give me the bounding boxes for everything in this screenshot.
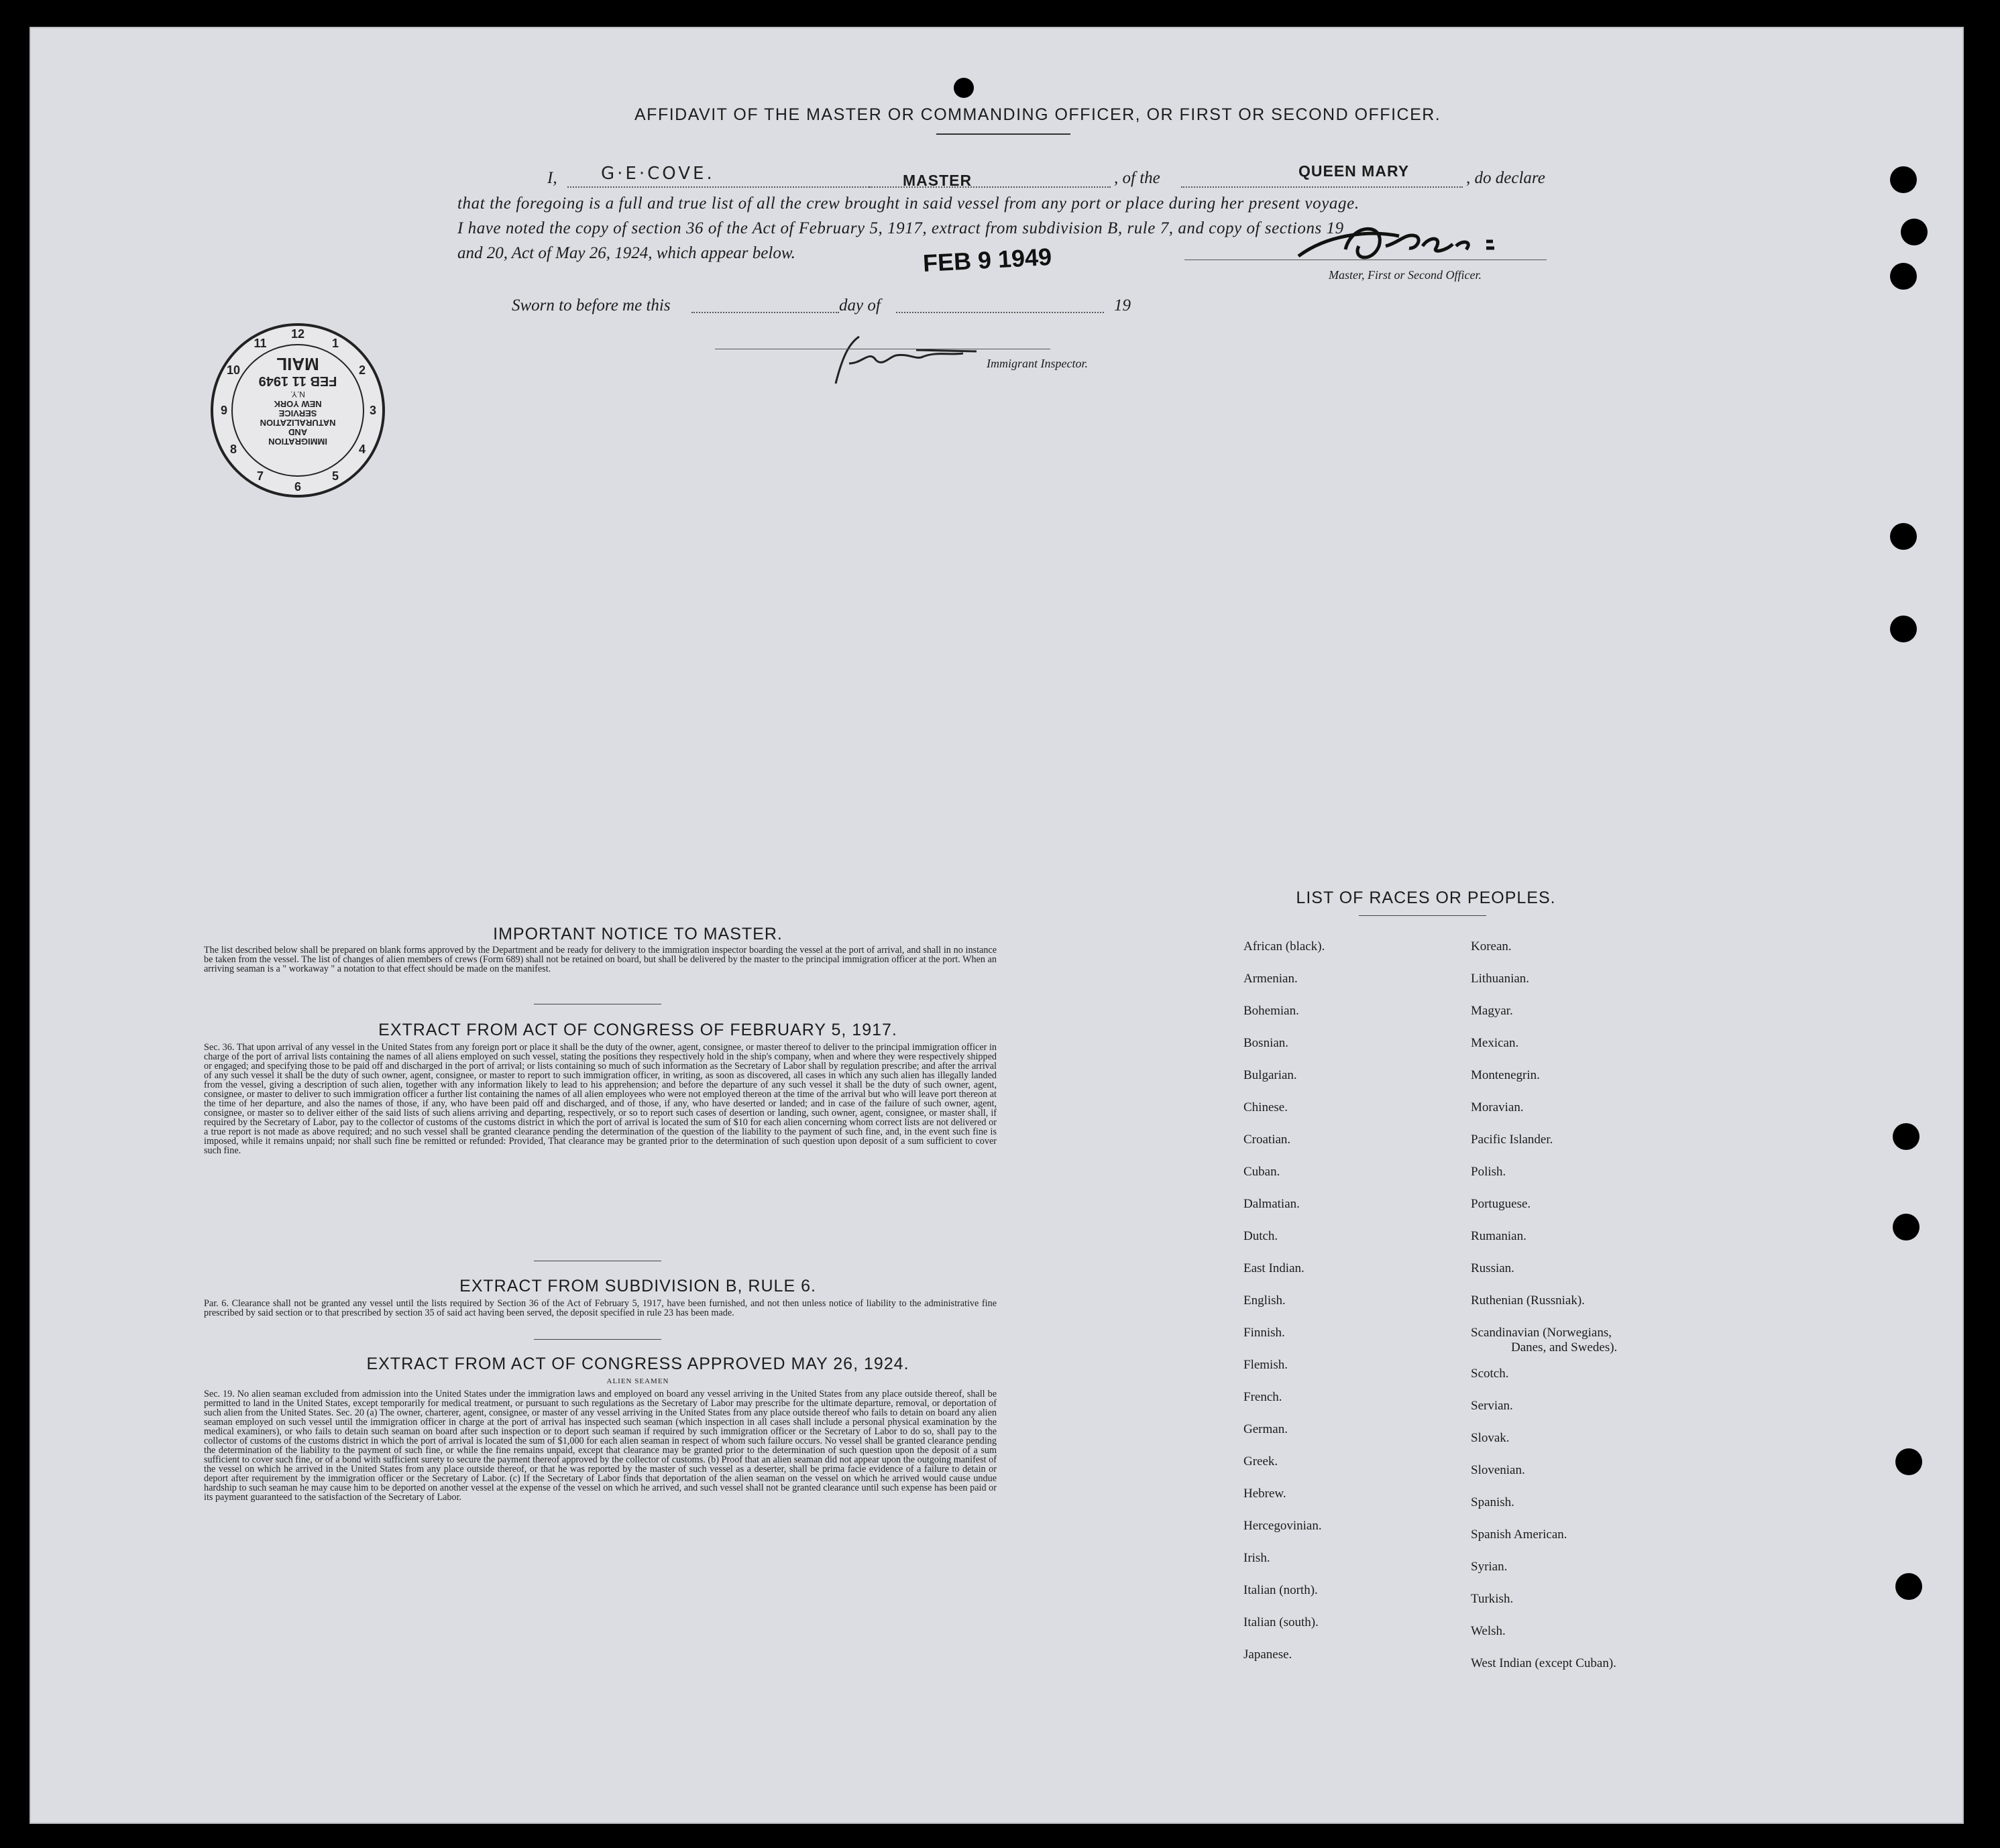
race-item: Lithuanian. xyxy=(1471,972,1530,986)
race-item: Dalmatian. xyxy=(1243,1197,1300,1211)
race-item: Bulgarian. xyxy=(1243,1068,1297,1082)
svg-text:7: 7 xyxy=(256,469,264,483)
svg-text:AND: AND xyxy=(288,427,308,437)
race-item: Scotch. xyxy=(1471,1367,1509,1381)
race-item: Scandinavian (Norwegians, xyxy=(1471,1326,1612,1340)
race-item: Dutch. xyxy=(1243,1229,1278,1243)
race-item: Hercegovinian. xyxy=(1243,1519,1322,1533)
year-label: 19 xyxy=(1114,296,1131,314)
race-item: Servian. xyxy=(1471,1399,1513,1413)
race-item: German. xyxy=(1243,1422,1288,1436)
race-item: Irish. xyxy=(1243,1551,1270,1565)
svg-text:N.Y.: N.Y. xyxy=(290,390,305,399)
punch-hole xyxy=(1895,1448,1922,1475)
svg-text:NEW YORK: NEW YORK xyxy=(274,399,322,409)
race-item: Magyar. xyxy=(1471,1004,1513,1018)
name-line xyxy=(567,186,869,188)
race-item: Mexican. xyxy=(1471,1036,1519,1050)
title-underline xyxy=(936,133,1070,135)
svg-text:12: 12 xyxy=(290,327,305,341)
rank-typed: MASTER xyxy=(903,172,973,189)
race-item: Portuguese. xyxy=(1471,1197,1531,1211)
svg-text:MAIL: MAIL xyxy=(276,354,319,374)
race-item: Chinese. xyxy=(1243,1100,1288,1114)
extract2-body: Par. 6. Clearance shall not be granted any vessel until the lists required by Section 36 of the Act of February 5, 1917, have been furnished, and not then unless notice of liability to the administrative fine prescribed by said section or to that prescribed by section 35 of said act having been served, the deposit specified in rule 23 has been made. xyxy=(204,1298,997,1318)
svg-text:10: 10 xyxy=(226,363,241,377)
race-item: Flemish. xyxy=(1243,1358,1288,1372)
race-item: East Indian. xyxy=(1243,1261,1304,1275)
svg-text:FEB 11 1949: FEB 11 1949 xyxy=(258,373,337,388)
race-item: Japanese. xyxy=(1243,1648,1292,1662)
race-item: Turkish. xyxy=(1471,1592,1514,1606)
extract2-heading: EXTRACT FROM SUBDIVISION B, RULE 6. xyxy=(459,1277,816,1295)
declaration-do-declare: , do declare xyxy=(1466,169,1545,187)
signature-caption: Master, First or Second Officer. xyxy=(1329,268,1482,282)
extract3-heading: EXTRACT FROM ACT OF CONGRESS APPROVED MAY 26, 1924. xyxy=(366,1354,909,1373)
punch-hole xyxy=(1893,1214,1920,1240)
svg-text:SERVICE: SERVICE xyxy=(278,408,317,418)
punch-hole xyxy=(1890,166,1917,193)
punch-hole xyxy=(1895,1573,1922,1600)
extract3-body: Sec. 19. No alien seaman excluded from admission into the United States under the immigration laws and employed on board any vessel arriving in the United States from any place outside thereof, shall be permitted to land in the United States, except temporarily for medical treatment, or pursuant to such regulations as the Secretary of Labor may prescribe for the ultimate departure, removal, or deportation of such alien from the United States. Sec. 20 (a) The owner, charterer, agent, consignee, or master of any vessel arriving in the United States from any place outside thereof who fails to detain on board any alien seaman employed on such vessel until the immigration officer in charge at the port of arrival has inspected such seaman (which inspection in all cases shall include a personal physical examination by the medical examiners), or who fails to detain such seaman on board after such inspection or to deport such seaman if required by such immigration officer or the Secretary of Labor to do so, shall pay to the collector of customs of the customs district in which the port of arrival is located the sum of $1,000 for each alien seaman in respect of whom such failure occurs. No vessel shall be granted clearance pending the determination of the liability to the payment of such fine, or while the fine remains unpaid, except that clearance may be granted prior to the determination of such question upon the deposit of a sum sufficient to cover such fine, or of a bond with sufficient surety to secure the payment thereof approved by the collector of customs. (b) Proof that an alien seaman did not appear upon the outgoing manifest of the vessel on which he arrived in the United States from any place outside thereof, or that he was reported by the master of such vessel as a deserter, shall be prima facie evidence of a failure to detain or deport after requirement by the immigration officer or the Secretary of Labor. (c) If the Secretary of Labor finds that deportation of the alien seaman on the vessel on which he arrived would cause undue hardship to such seaman he may cause him to be deported on another vessel at the expense of the vessel on which he arrived, and such vessel shall not be granted clearance until such expense has been paid or its payment guaranteed to the satisfaction of the Secretary of Labor. xyxy=(204,1389,997,1503)
mail-received-stamp xyxy=(204,316,392,504)
race-item: Hebrew. xyxy=(1243,1487,1286,1501)
races-rule xyxy=(1359,915,1486,916)
svg-text:11: 11 xyxy=(254,337,267,350)
extract2-rule xyxy=(534,1339,661,1340)
day-label: day of xyxy=(839,296,881,314)
race-item: Welsh. xyxy=(1471,1624,1506,1638)
race-item: Moravian. xyxy=(1471,1100,1524,1114)
rank-line xyxy=(869,186,1111,188)
race-item: Finnish. xyxy=(1243,1326,1285,1340)
svg-text:NATURALIZATION: NATURALIZATION xyxy=(260,418,336,428)
signature-line xyxy=(1184,259,1547,260)
race-item: Montenegrin. xyxy=(1471,1068,1540,1082)
race-item: Spanish American. xyxy=(1471,1527,1567,1542)
race-item: Italian (south). xyxy=(1243,1615,1319,1629)
svg-text:4: 4 xyxy=(358,443,366,456)
extract1-heading: EXTRACT FROM ACT OF CONGRESS OF FEBRUARY 5, 1917. xyxy=(378,1021,897,1039)
race-item: Croatian. xyxy=(1243,1133,1291,1147)
punch-hole xyxy=(1901,219,1928,245)
punch-hole xyxy=(1890,263,1917,290)
declaration-of-the: , of the xyxy=(1114,169,1160,187)
races-heading: LIST OF RACES OR PEOPLES. xyxy=(1296,888,1556,907)
svg-text:IMMIGRATION: IMMIGRATION xyxy=(268,437,327,447)
race-item: Syrian. xyxy=(1471,1560,1508,1574)
notice-heading: IMPORTANT NOTICE TO MASTER. xyxy=(493,925,783,943)
punch-hole xyxy=(1893,1123,1920,1150)
master-name-handwritten: G·E·COVE. xyxy=(601,164,715,184)
race-item: Spanish. xyxy=(1471,1495,1514,1509)
svg-text:8: 8 xyxy=(229,443,237,456)
sworn-label: Sworn to before me this xyxy=(512,296,671,314)
document-sheet xyxy=(30,27,1964,1824)
races-left-column xyxy=(1243,931,1325,1671)
declaration-line-3: I have noted the copy of section 36 of the Act of February 5, 1917, extract from subdivision B, rule 7, and copy of sections 19 xyxy=(457,219,1344,237)
inspector-signature xyxy=(795,323,1010,390)
punch-hole xyxy=(954,78,974,98)
svg-text:A.Bensen: A.Bensen xyxy=(863,363,865,364)
race-item: Cuban. xyxy=(1243,1165,1280,1179)
sworn-day-line xyxy=(691,312,839,313)
race-item: Danes, and Swedes). xyxy=(1511,1340,1618,1354)
race-item: Slovak. xyxy=(1471,1431,1510,1445)
race-item: Slovenian. xyxy=(1471,1463,1525,1477)
master-signature xyxy=(1285,209,1567,276)
race-item: English. xyxy=(1243,1293,1286,1308)
race-item: Rumanian. xyxy=(1471,1229,1526,1243)
race-item: Italian (north). xyxy=(1243,1583,1318,1597)
svg-text:1: 1 xyxy=(331,337,339,350)
punch-hole xyxy=(1890,616,1917,642)
race-item: Bosnian. xyxy=(1243,1036,1289,1050)
declaration-line-4: and 20, Act of May 26, 1924, which appear below. xyxy=(457,244,795,262)
race-item: Greek. xyxy=(1243,1454,1278,1468)
vessel-name-typed: QUEEN MARY xyxy=(1298,162,1410,180)
svg-text:5: 5 xyxy=(331,469,339,483)
svg-text:6: 6 xyxy=(294,480,302,494)
race-item: Polish. xyxy=(1471,1165,1506,1179)
extract3-subheading: ALIEN SEAMEN xyxy=(606,1377,669,1385)
race-item: French. xyxy=(1243,1390,1282,1404)
declaration-line-2: that the foregoing is a full and true list of all the crew brought in said vessel from any port or place during her present voyage. xyxy=(457,194,1359,213)
affidavit-title: AFFIDAVIT OF THE MASTER OR COMMANDING OFFICER, OR FIRST OR SECOND OFFICER. xyxy=(634,105,1441,124)
races-right-column xyxy=(1471,931,1617,1680)
race-item: Bohemian. xyxy=(1243,1004,1299,1018)
punch-hole xyxy=(1890,523,1917,550)
race-item: Pacific Islander. xyxy=(1471,1133,1553,1147)
race-item: African (black). xyxy=(1243,939,1325,954)
race-item: West Indian (except Cuban). xyxy=(1471,1656,1616,1670)
date-stamp: FEB 9 1949 xyxy=(922,243,1053,278)
inspector-caption: Immigrant Inspector. xyxy=(987,357,1088,370)
race-item: Armenian. xyxy=(1243,972,1298,986)
svg-text:3: 3 xyxy=(369,404,377,417)
race-item: Korean. xyxy=(1471,939,1512,954)
sworn-month-line xyxy=(896,312,1104,313)
extract1-body: Sec. 36. That upon arrival of any vessel in the United States from any foreign port or place it shall be the duty of the owner, agent, consignee, or master thereof to deliver to the principal immigration officer in charge of the port of arrival lists containing the names of all aliens employed on such vessel, stating the positions they respectively hold in the ship's company, when and where they were respectively shipped or engaged; and specifying those to be paid off and discharged in the port of arrival; or lists containing so much of such information as the Secretary of Labor shall by regulation prescribe; and after the arrival of any such vessel it shall be the duty of such owner, agent, consignee, or master to report to such immigration officer, in writing, as soon as discovered, all cases in which any such alien has illegally landed from the vessel, giving a description of such alien, together with any information likely to lead to his apprehension; and before the departure of any such vessel it shall be the duty of such owner, agent, consignee, or master to deliver to such immigration officer a further list containing the names of all alien employees who were not employed thereon at the time of the arrival but who will leave port thereon at the time of her departure, and also the names of those, if any, who have been paid off and discharged, and of those, if any, who have deserted or landed; and in case of the failure of such owner, agent, consignee, or master so to deliver either of the said lists of such aliens arriving and departing, respectively, or so to report such cases of desertion or landing, such owner, agent, consignee, or master shall, if required by the Secretary of Labor, pay to the collector of customs of the customs district in which the port of arrival is located the sum of $10 for each alien concerning whom correct lists are not delivered or a true report is not made as above required; and no such vessel shall be granted clearance pending the determination of the question of the liability to the payment of such fine, and, in the event such fine is imposed, while it remains unpaid; nor shall such fine be remitted or refunded: Provided, That clearance may be granted prior to the determination of such question upon deposit of a sum sufficient to cover such fine. xyxy=(204,1042,997,1156)
race-item: Ruthenian (Russniak). xyxy=(1471,1293,1585,1308)
vessel-line xyxy=(1181,186,1463,188)
notice-body: The list described below shall be prepared on blank forms approved by the Department and be ready for delivery to the immigration inspector boarding the vessel at the port of arrival, and shall in no instance be taken from the vessel. The list of changes of alien members of crews (Form 689) shall not be retained on board, but shall be delivered by the master to the principal immigration officer at the port. When an arriving seaman is a " workaway " a notation to that effect should be made on the manifest. xyxy=(204,945,997,974)
declaration-i: I, xyxy=(547,169,557,187)
svg-text:2: 2 xyxy=(358,363,366,377)
race-item: Russian. xyxy=(1471,1261,1514,1275)
svg-text:9: 9 xyxy=(220,404,228,417)
